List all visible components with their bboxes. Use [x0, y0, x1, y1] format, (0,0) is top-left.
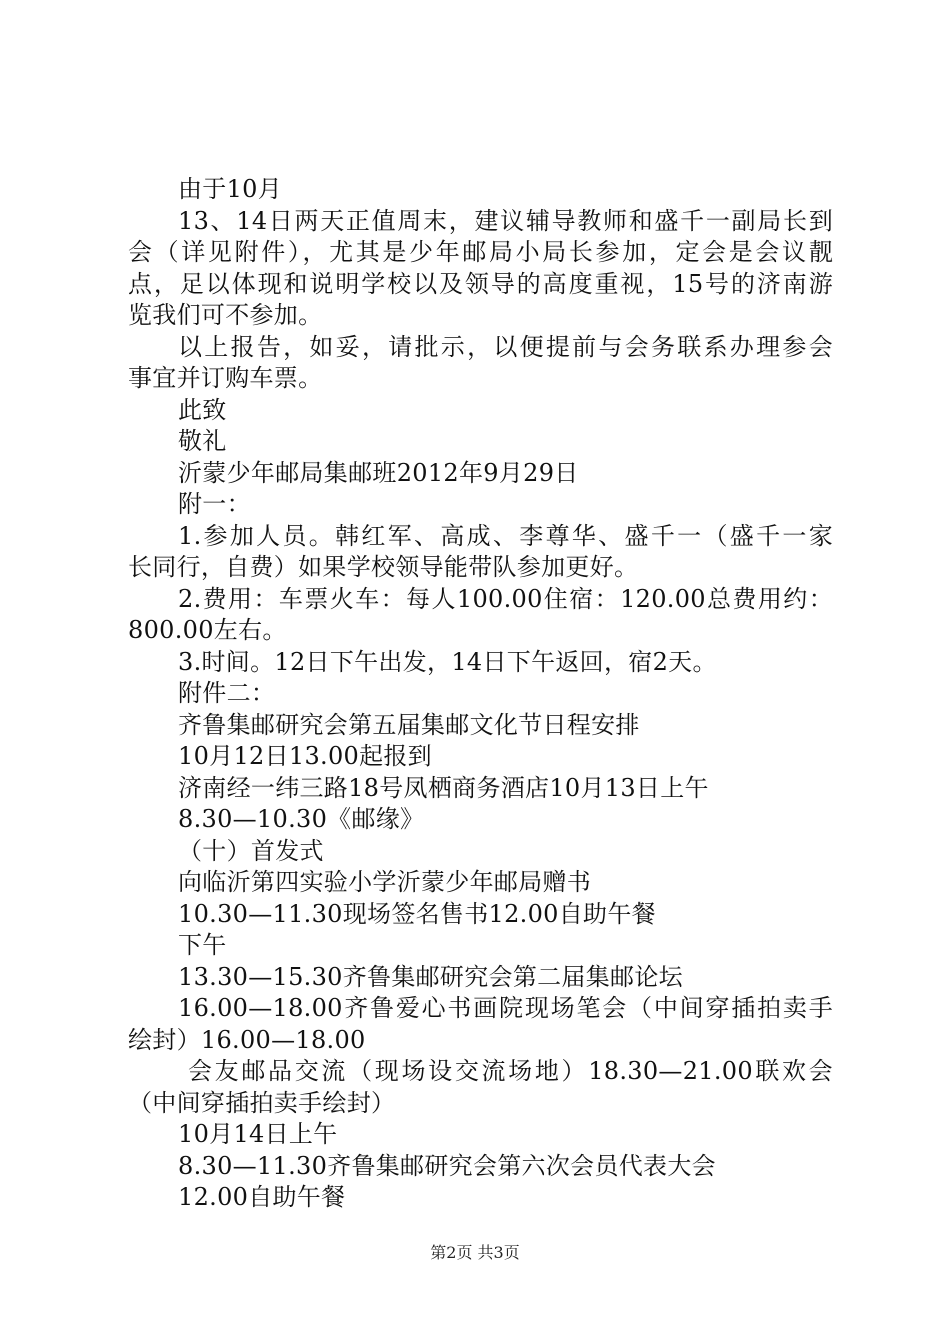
text-line: 敬礼	[178, 427, 227, 455]
text-line: 济南经一纬三路18号凤栖商务酒店10月13日上午	[178, 773, 709, 802]
text-line: 绘封）16.00—18.00	[128, 1025, 366, 1054]
text-line: 800.00左右。	[128, 616, 287, 644]
text-line: 沂蒙少年邮局集邮班2012年9月29日	[178, 458, 579, 487]
text-line: 以上报告，如妥，请批示，以便提前与会务联系办理参会	[178, 332, 833, 361]
text-line: 10.30—11.30现场签名售书12.00自助午餐	[178, 899, 656, 928]
text-line: 8.30—10.30《邮缘》	[178, 805, 425, 833]
text-line: 2.费用：车票火车：每人100.00住宿：120.00总费用约：	[178, 584, 833, 613]
text-line: （十）首发式	[178, 836, 324, 865]
page-number-footer: 第2页 共3页	[430, 1243, 520, 1262]
document-body	[128, 174, 833, 1214]
text-line: 10月12日13.00起报到	[178, 742, 432, 770]
text-line: 事宜并订购车票。	[128, 364, 323, 392]
text-line: 会友邮品交流（现场设交流场地）18.30—21.00联欢会	[188, 1057, 833, 1085]
text-line: 向临沂第四实验小学沂蒙少年邮局赠书	[178, 868, 592, 896]
text-line: 会（详见附件），尤其是少年邮局小局长参加，定会是会议靓	[128, 238, 833, 266]
text-line: 由于10月	[178, 175, 283, 203]
text-line: 12.00自助午餐	[178, 1183, 346, 1211]
text-line: 此致	[178, 395, 227, 424]
text-line: 附一：	[178, 490, 251, 518]
text-line: 13.30—15.30齐鲁集邮研究会第二届集邮论坛	[178, 962, 683, 991]
text-line: 3.时间。12日下午出发，14日下午返回，宿2天。	[178, 647, 717, 676]
text-line: 13、14日两天正值周末，建议辅导教师和盛千一副局长到	[178, 206, 833, 235]
text-line: （中间穿插拍卖手绘封）	[128, 1088, 396, 1117]
text-line: 1.参加人员。韩红军、高成、李尊华、盛千一（盛千一家	[178, 521, 833, 550]
text-line: 8.30—11.30齐鲁集邮研究会第六次会员代表大会	[178, 1151, 716, 1180]
text-line: 览我们可不参加。	[128, 301, 323, 329]
text-line: 附件二：	[178, 679, 276, 707]
text-line: 16.00—18.00齐鲁爱心书画院现场笔会（中间穿插拍卖手	[178, 994, 833, 1022]
text-line: 长同行，自费）如果学校领导能带队参加更好。	[128, 553, 639, 581]
text-line: 齐鲁集邮研究会第五届集邮文化节日程安排	[178, 710, 640, 739]
text-line: 10月14日上午	[178, 1120, 338, 1148]
text-line: 点，足以体现和说明学校以及领导的高度重视，15号的济南游	[128, 269, 833, 298]
text-line: 下午	[178, 931, 227, 959]
